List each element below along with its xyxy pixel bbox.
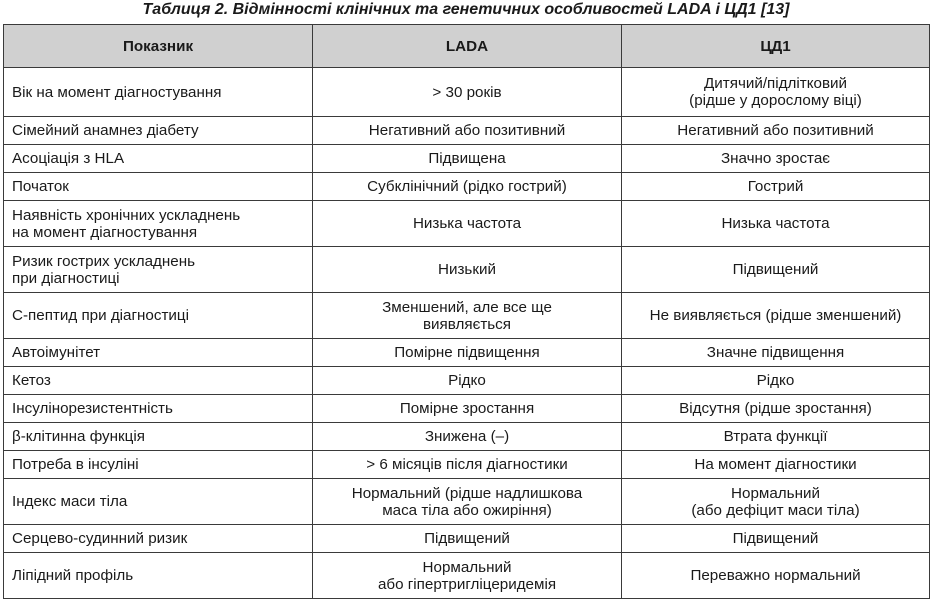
row-cd1-value: Значно зростає bbox=[622, 145, 930, 173]
table-row bbox=[4, 479, 930, 525]
header-cd1: ЦД1 bbox=[622, 25, 930, 68]
table-row bbox=[4, 201, 930, 247]
row-cd1-value: Не виявляється (рідше зменшений) bbox=[622, 293, 930, 339]
row-lada-value: Низький bbox=[313, 247, 622, 293]
row-lada-value: Зменшений, але все ще виявляється bbox=[313, 293, 622, 339]
row-lada-value: Рідко bbox=[313, 367, 622, 395]
row-cd1-value: Нормальний (або дефіцит маси тіла) bbox=[622, 479, 930, 525]
row-lada-value: Підвищена bbox=[313, 145, 622, 173]
table-row bbox=[4, 553, 930, 599]
row-parameter: С-пептид при діагностиці bbox=[4, 293, 313, 339]
row-parameter: Наявність хронічних ускладнень на момент діагностування bbox=[4, 201, 313, 247]
row-cd1-value: Негативний або позитивний bbox=[622, 117, 930, 145]
row-parameter: Ризик гострих ускладнень при діагностиці bbox=[4, 247, 313, 293]
row-lada-value: Нормальний або гіпертригліцеридемія bbox=[313, 553, 622, 599]
row-lada-value: > 30 років bbox=[313, 68, 622, 117]
row-parameter: Початок bbox=[4, 173, 313, 201]
row-parameter: Інсулінорезистентність bbox=[4, 395, 313, 423]
table-row bbox=[4, 145, 930, 173]
table-row bbox=[4, 451, 930, 479]
row-cd1-value: Низька частота bbox=[622, 201, 930, 247]
table-row bbox=[4, 117, 930, 145]
table-row bbox=[4, 423, 930, 451]
row-lada-value: Знижена (–) bbox=[313, 423, 622, 451]
row-parameter: Автоімунітет bbox=[4, 339, 313, 367]
table-row bbox=[4, 247, 930, 293]
header-parameter: Показник bbox=[4, 25, 313, 68]
row-cd1-value: Значне підвищення bbox=[622, 339, 930, 367]
row-cd1-value: Відсутня (рідше зростання) bbox=[622, 395, 930, 423]
table-row bbox=[4, 339, 930, 367]
row-lada-value: Нормальний (рідше надлишкова маса тіла або ожиріння) bbox=[313, 479, 622, 525]
row-cd1-value: Гострий bbox=[622, 173, 930, 201]
row-parameter: Ліпідний профіль bbox=[4, 553, 313, 599]
row-cd1-value: Втрата функції bbox=[622, 423, 930, 451]
table-row bbox=[4, 68, 930, 117]
row-lada-value: > 6 місяців після діагностики bbox=[313, 451, 622, 479]
row-cd1-value: Переважно нормальний bbox=[622, 553, 930, 599]
row-lada-value: Субклінічний (рідко гострий) bbox=[313, 173, 622, 201]
row-cd1-value: Підвищений bbox=[622, 525, 930, 553]
row-parameter: Сімейний анамнез діабету bbox=[4, 117, 313, 145]
table-row bbox=[4, 395, 930, 423]
row-lada-value: Низька частота bbox=[313, 201, 622, 247]
row-lada-value: Підвищений bbox=[313, 525, 622, 553]
row-parameter: β-клітинна функція bbox=[4, 423, 313, 451]
table-row bbox=[4, 293, 930, 339]
table-row bbox=[4, 173, 930, 201]
row-parameter: Серцево-судинний ризик bbox=[4, 525, 313, 553]
row-parameter: Індекс маси тіла bbox=[4, 479, 313, 525]
comparison-table bbox=[3, 24, 930, 599]
row-cd1-value: Дитячий/підлітковий (рідше у дорослому віці) bbox=[622, 68, 930, 117]
table-caption: Таблиця 2. Відмінності клінічних та генетичних особливостей LADA і ЦД1 [13] bbox=[142, 1, 790, 18]
row-lada-value: Негативний або позитивний bbox=[313, 117, 622, 145]
row-parameter: Асоціація з HLA bbox=[4, 145, 313, 173]
table-row bbox=[4, 525, 930, 553]
row-lada-value: Помірне зростання bbox=[313, 395, 622, 423]
row-parameter: Потреба в інсуліні bbox=[4, 451, 313, 479]
row-parameter: Вік на момент діагностування bbox=[4, 68, 313, 117]
table-header-row bbox=[4, 25, 930, 68]
row-parameter: Кетоз bbox=[4, 367, 313, 395]
row-cd1-value: На момент діагностики bbox=[622, 451, 930, 479]
table-row bbox=[4, 367, 930, 395]
row-lada-value: Помірне підвищення bbox=[313, 339, 622, 367]
row-cd1-value: Підвищений bbox=[622, 247, 930, 293]
header-lada: LADA bbox=[313, 25, 622, 68]
row-cd1-value: Рідко bbox=[622, 367, 930, 395]
